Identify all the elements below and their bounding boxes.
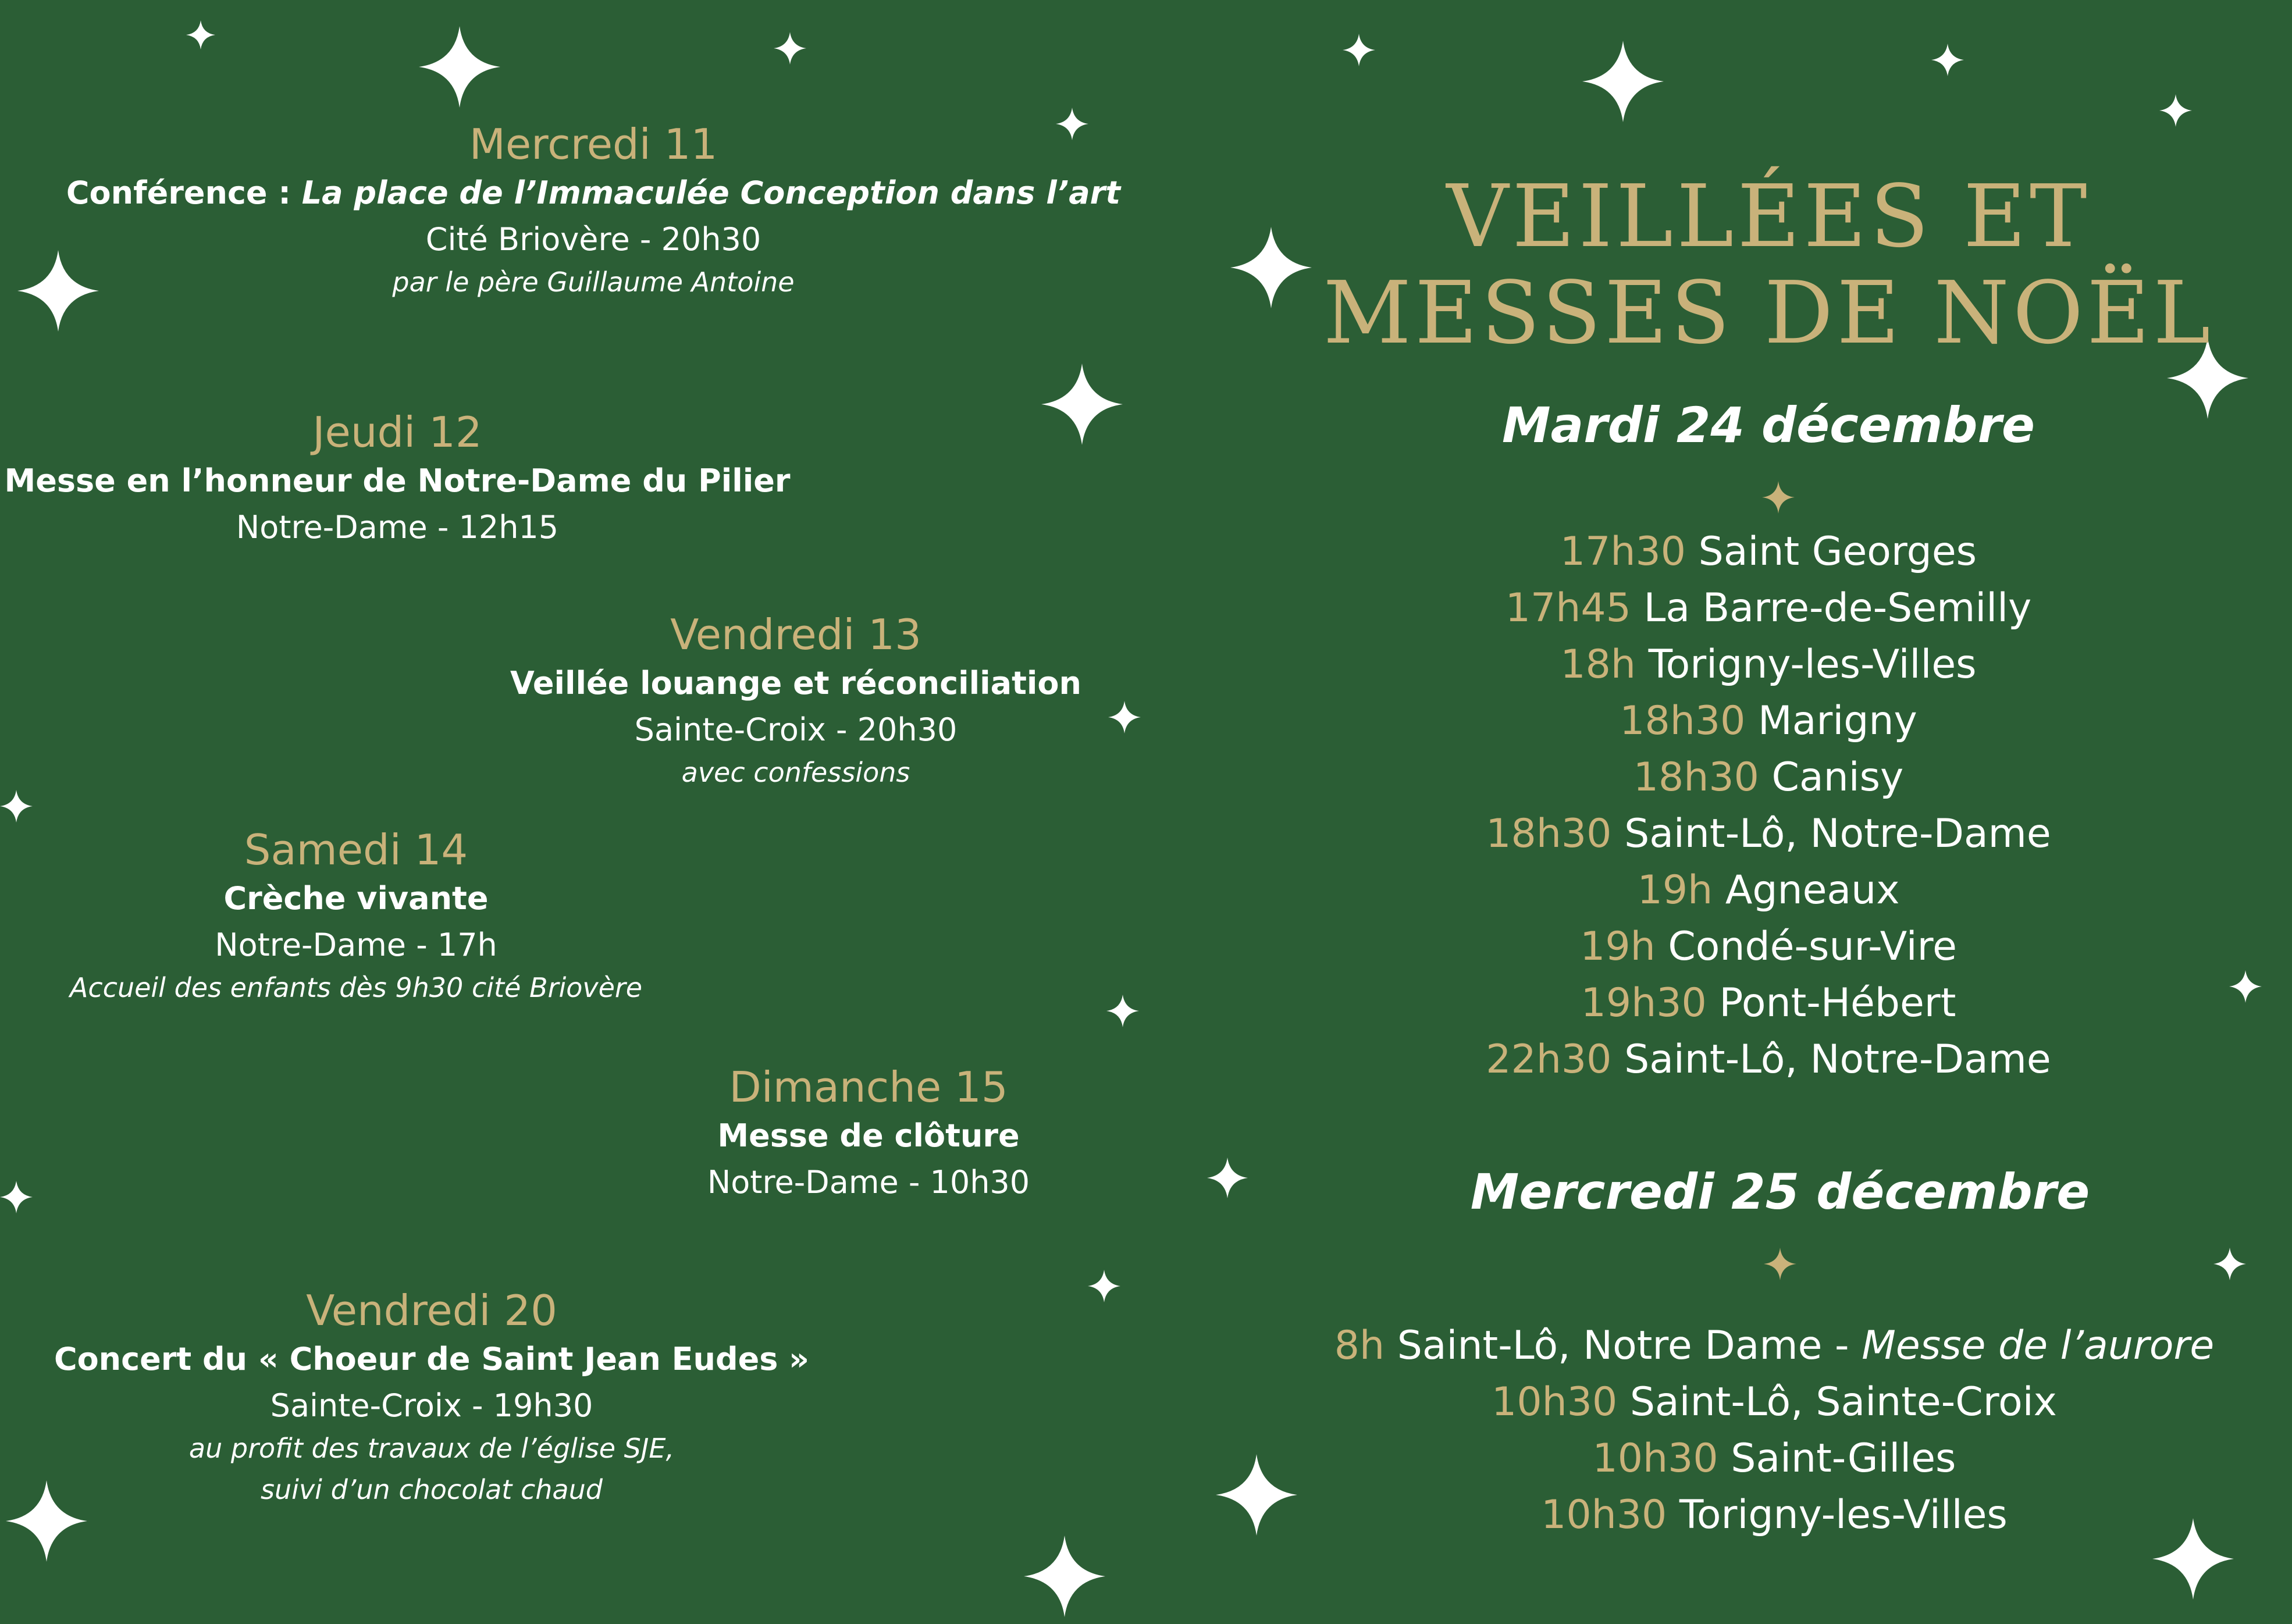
page-title-line-2: MESSES DE NOËL	[1323, 262, 2214, 363]
mass-place: Saint-Lô, Notre-Dame	[1624, 811, 2051, 857]
mass-entry	[1486, 693, 2051, 749]
mass-time: 10h30	[1592, 1436, 1718, 1481]
sparkle-star-icon	[1216, 1454, 1297, 1536]
event-place: Notre-Dame - 17h	[215, 926, 497, 963]
sparkle-star-icon	[1207, 1158, 1248, 1198]
diamond-divider-icon	[1762, 481, 1795, 514]
sparkle-star-icon	[1108, 701, 1141, 733]
sparkle-star-icon	[0, 790, 33, 822]
event-title: Concert du « Choeur de Saint Jean Eudes »	[54, 1341, 810, 1378]
event-title: Messe de clôture	[717, 1117, 1020, 1155]
mass-list-25	[1334, 1317, 2215, 1543]
mass-list-24	[1486, 523, 2051, 1088]
diamond-divider-icon	[1764, 1248, 1796, 1280]
event-place: Notre-Dame - 10h30	[707, 1163, 1030, 1201]
mass-time: 10h30	[1492, 1379, 1618, 1425]
mass-time: 18h30	[1633, 754, 1759, 800]
mass-time: 19h	[1637, 867, 1713, 913]
sparkle-star-icon	[2159, 94, 2192, 127]
mass-place: La Barre-de-Semilly	[1643, 585, 2032, 631]
sparkle-star-icon	[1088, 1270, 1120, 1302]
event-title: Veillée louange et réconciliation	[510, 665, 1081, 702]
event-vendredi-13	[510, 610, 1081, 792]
event-day: Dimanche 15	[729, 1063, 1008, 1112]
mass-time: 17h45	[1505, 585, 1631, 631]
event-samedi-14	[70, 825, 642, 1007]
mass-entry	[1486, 636, 2051, 693]
sparkle-star-icon	[1343, 34, 1375, 66]
event-place: Sainte-Croix - 19h30	[270, 1387, 593, 1424]
mass-time: 17h30	[1560, 529, 1686, 575]
mass-time: 22h30	[1486, 1037, 1612, 1082]
sparkle-star-icon	[1582, 41, 1664, 122]
date-heading-24: Mardi 24 décembre	[1502, 397, 2035, 454]
mass-entry	[1486, 975, 2051, 1031]
sparkle-star-icon	[0, 1181, 33, 1213]
sparkle-star-icon	[774, 32, 806, 65]
mass-time: 10h30	[1541, 1492, 1667, 1538]
mass-time: 18h	[1560, 642, 1636, 688]
event-title-prefix: Conférence :	[66, 174, 302, 212]
mass-note: Messe de l’aurore	[1862, 1323, 2215, 1369]
mass-entry	[1486, 580, 2051, 636]
mass-place: Torigny-les-Villes	[1679, 1492, 2008, 1538]
mass-entry	[1334, 1374, 2215, 1430]
sparkle-star-icon	[186, 20, 215, 49]
event-note: au profit des travaux de l’église SJE,	[188, 1433, 675, 1465]
mass-entry	[1334, 1430, 2215, 1487]
sparkle-star-icon	[1106, 995, 1139, 1027]
event-title: Crèche vivante	[223, 880, 489, 917]
event-day: Vendredi 20	[306, 1286, 557, 1335]
event-note: avec confessions	[681, 757, 910, 789]
mass-entry	[1334, 1317, 2215, 1374]
mass-time: 19h	[1580, 924, 1656, 970]
mass-entry	[1486, 749, 2051, 806]
sparkle-star-icon	[1041, 364, 1123, 445]
mass-place: Canisy	[1771, 754, 1904, 800]
sparkle-star-icon	[1024, 1536, 1105, 1617]
mass-separator: -	[1822, 1323, 1862, 1369]
sparkle-star-icon	[1230, 227, 1312, 308]
mass-entry	[1486, 806, 2051, 862]
event-jeudi-12	[5, 407, 791, 549]
mass-place: Agneaux	[1725, 867, 1900, 913]
event-place: Sainte-Croix - 20h30	[634, 711, 958, 748]
mass-entry	[1486, 918, 2051, 975]
event-vendredi-20	[54, 1285, 809, 1509]
mass-time: 18h30	[1486, 811, 1612, 857]
mass-place: Saint-Lô, Sainte-Croix	[1629, 1379, 2057, 1425]
mass-time: 18h30	[1620, 698, 1746, 744]
event-day: Jeudi 12	[312, 408, 482, 457]
mass-entry	[1486, 523, 2051, 580]
sparkle-star-icon	[419, 26, 500, 108]
event-mercredi-11	[66, 119, 1120, 302]
mass-time: 8h	[1334, 1323, 1385, 1369]
sparkle-star-icon	[1931, 44, 1964, 76]
event-note: par le père Guillaume Antoine	[392, 266, 795, 298]
mass-entry	[1486, 1031, 2051, 1088]
mass-place: Saint-Gilles	[1731, 1436, 1956, 1481]
mass-place: Condé-sur-Vire	[1668, 924, 1957, 970]
event-place: Notre-Dame - 12h15	[236, 508, 559, 546]
event-title	[66, 173, 1120, 213]
event-note-2: suivi d’un chocolat chaud	[261, 1474, 603, 1506]
event-place: Cité Briovère - 20h30	[425, 220, 761, 258]
mass-place: Torigny-les-Villes	[1648, 642, 1977, 688]
sparkle-star-icon	[2229, 970, 2262, 1003]
date-heading-25: Mercredi 25 décembre	[1470, 1163, 2090, 1220]
mass-place: Saint-Lô, Notre Dame	[1397, 1323, 1823, 1369]
event-day: Samedi 14	[244, 825, 468, 874]
mass-place: Marigny	[1758, 698, 1917, 744]
mass-place: Saint Georges	[1698, 529, 1977, 575]
page-title	[1323, 166, 2214, 363]
mass-entry	[1334, 1487, 2215, 1543]
mass-place: Pont-Hébert	[1719, 980, 1956, 1026]
mass-time: 19h30	[1581, 980, 1707, 1026]
event-day: Mercredi 11	[469, 120, 718, 169]
event-note: Accueil des enfants dès 9h30 cité Briovère	[69, 972, 643, 1004]
event-dimanche-15	[707, 1062, 1030, 1203]
sparkle-star-icon	[2213, 1248, 2246, 1280]
mass-entry	[1486, 862, 2051, 918]
mass-place: Saint-Lô, Notre-Dame	[1624, 1037, 2051, 1082]
event-title: Messe en l’honneur de Notre-Dame du Pilier	[4, 462, 791, 500]
event-title-italic: La place de l’Immaculée Conception dans l’art	[301, 174, 1121, 212]
page-title-line-1: VEILLÉES ET	[1446, 166, 2091, 266]
event-day: Vendredi 13	[670, 610, 921, 659]
